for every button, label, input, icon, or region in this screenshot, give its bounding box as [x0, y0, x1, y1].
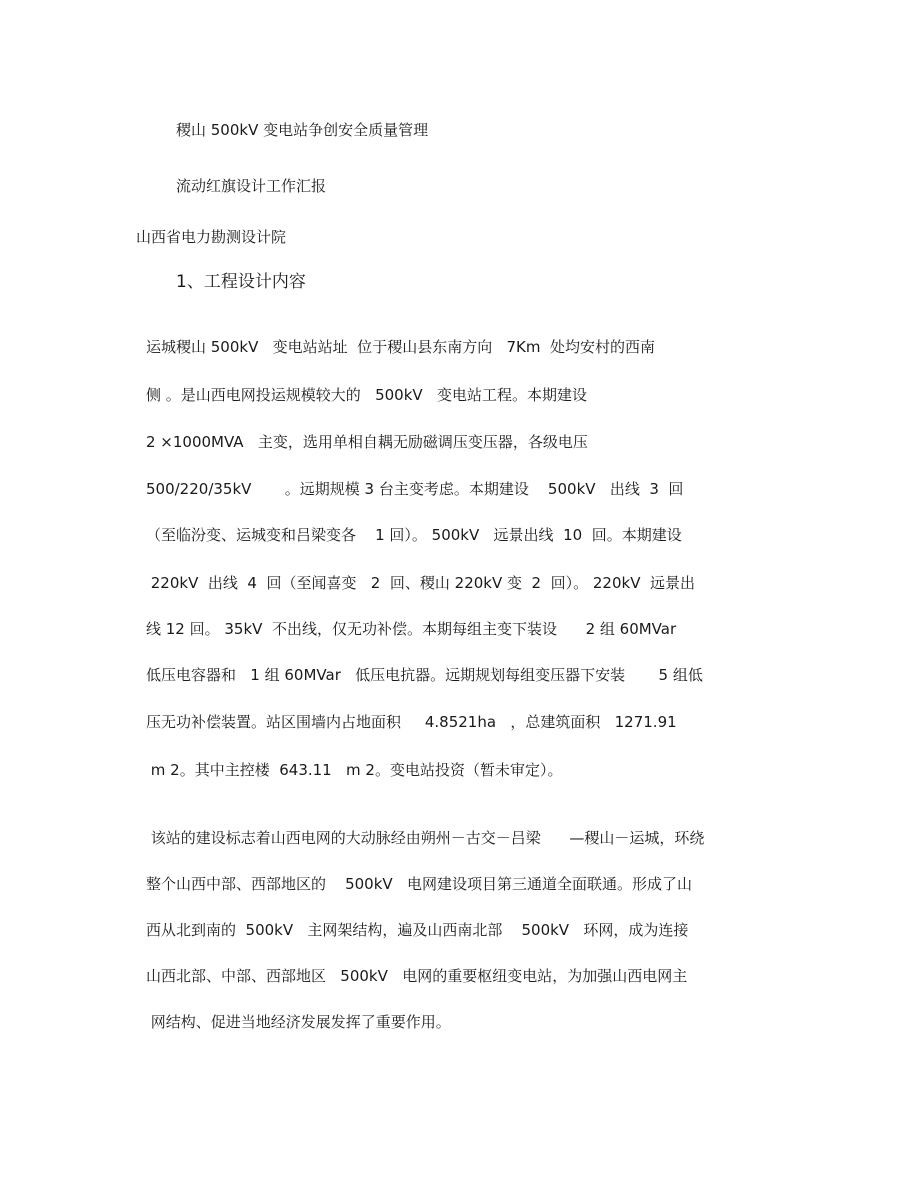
paragraph-line: 500/220/35kV 。远期规模 3 台主变考虑。本期建设 500kV 出线 3 回: [146, 480, 684, 498]
title-line-1: 稷山 500kV 变电站争创安全质量管理: [176, 121, 429, 139]
section-heading: 1、工程设计内容: [176, 272, 306, 292]
paragraph-line: 该站的建设标志着山西电网的大动脉经由朔州－古交－吕梁 —稷山－运城，环绕: [146, 829, 705, 847]
paragraph-line: 低压电容器和 1 组 60MVar 低压电抗器。远期规划每组变压器下安装 5 组低: [146, 666, 703, 684]
paragraph-line: 2 ×1000MVA 主变，选用单相自耦无励磁调压变压器，各级电压: [146, 433, 588, 451]
paragraph-line: 网结构、促进当地经济发展发挥了重要作用。: [146, 1013, 451, 1031]
paragraph-line: 山西北部、中部、西部地区 500kV 电网的重要枢纽变电站，为加强山西电网主: [146, 967, 688, 985]
paragraph-line: 220kV 出线 4 回（至闻喜变 2 回、稷山 220kV 变 2 回）。 220kV 远景出: [146, 574, 695, 592]
title-line-2: 流动红旗设计工作汇报: [176, 177, 327, 195]
paragraph-line: 侧 。是山西电网投运规模较大的 500kV 变电站工程。本期建设: [146, 386, 587, 404]
paragraph-line: m 2。其中主控楼 643.11 m 2。变电站投资（暂未审定）。: [146, 761, 563, 779]
paragraph-line: 西从北到南的 500kV 主网架结构，遍及山西南北部 500kV 环网，成为连接: [146, 921, 689, 939]
paragraph-line: （至临汾变、运城变和吕梁变各 1 回）。 500kV 远景出线 10 回。本期建设: [146, 526, 682, 544]
paragraph-line: 整个山西中部、西部地区的 500kV 电网建设项目第三通道全面联通。形成了山: [146, 875, 692, 893]
paragraph-line: 线 12 回。 35kV 不出线，仅无功补偿。本期每组主变下装设 2 组 60MVar: [146, 620, 677, 638]
paragraph-line: 运城稷山 500kV 变电站站址 位于稷山县东南方向 7Km 处均安村的西南: [146, 338, 656, 356]
institute-name: 山西省电力勘测设计院: [136, 228, 287, 246]
paragraph-line: 压无功补偿装置。站区围墙内占地面积 4.8521ha ，总建筑面积 1271.91: [146, 713, 677, 731]
